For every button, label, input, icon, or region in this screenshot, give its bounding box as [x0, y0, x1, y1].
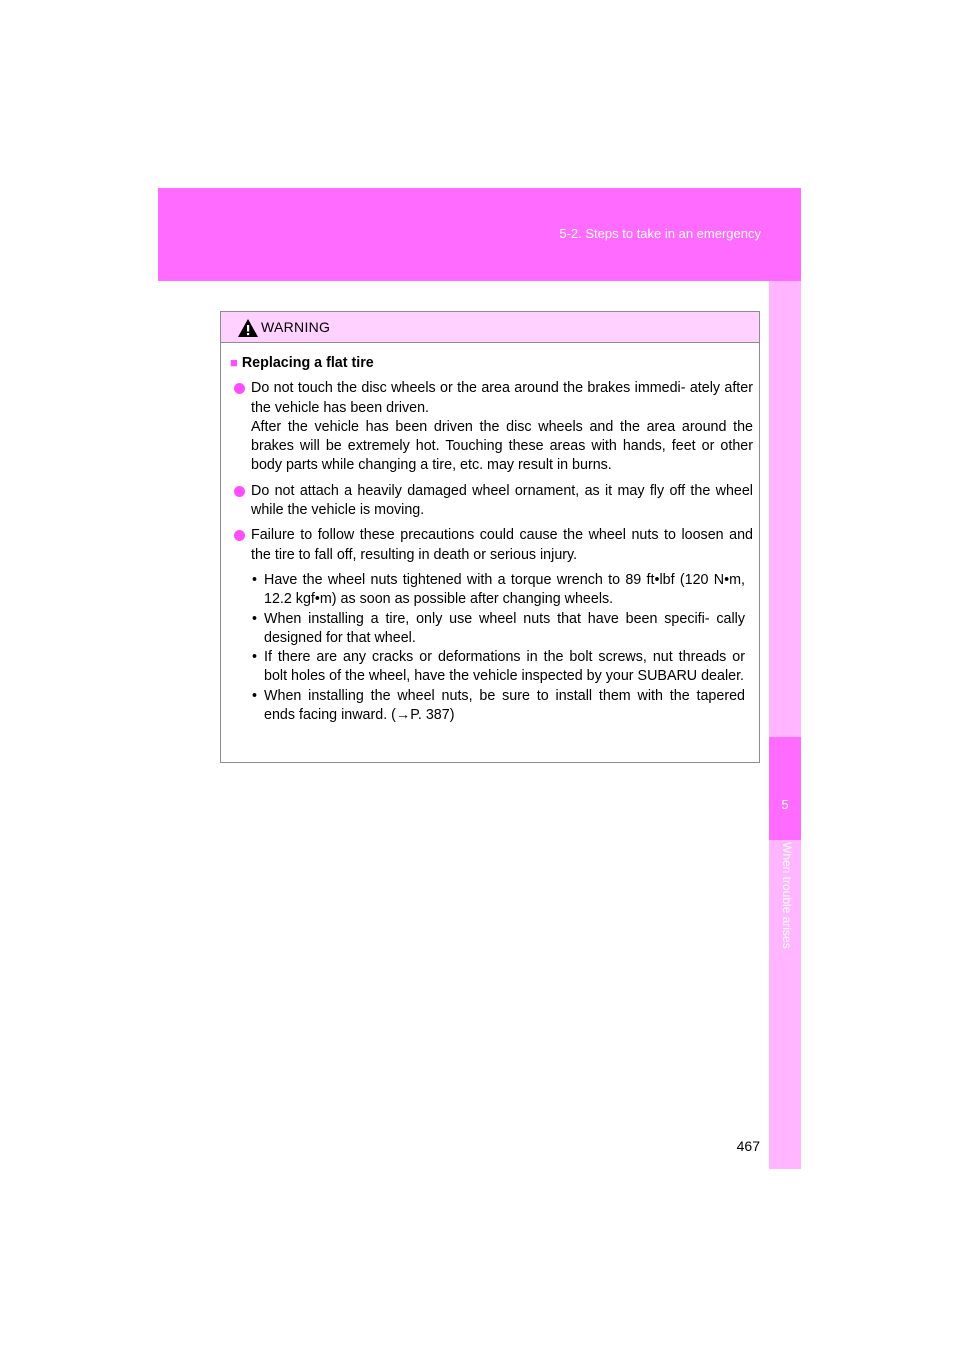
chapter-title: When trouble arises: [780, 842, 794, 949]
circle-bullet-icon: [234, 486, 245, 497]
sub-item: • When installing the wheel nuts, be sure to install them with the tapered ends facing inward. (→P. 387): [252, 687, 745, 724]
sub-item: • If there are any cracks or deformations in the bolt screws, nut threads or bolt holes of the wheel, have the vehicle inspected by your SUBARU dealer.: [252, 649, 745, 685]
warning-bullet: [230, 379, 753, 475]
header-band: [158, 188, 801, 281]
warning-icon: [237, 318, 259, 338]
warning-body: [221, 343, 759, 725]
warning-bullet: [230, 526, 753, 565]
square-bullet-icon: ■: [230, 355, 238, 370]
side-tab: [769, 281, 801, 1169]
warning-header: [221, 312, 759, 343]
circle-bullet-icon: [234, 530, 245, 541]
warning-box: [220, 311, 760, 763]
section-title: ■ Replacing a flat tire: [230, 355, 374, 371]
sub-item: • When installing a tire, only use wheel nuts that have been specifi- cally designed for that wheel.: [252, 610, 745, 646]
sub-item: • Have the wheel nuts tightened with a torque wrench to 89 ft•lbf (120 N•m, 12.2 kgf•m) as soon as possible after changing wheels.: [252, 571, 745, 608]
bullet-text: Do not attach a heavily damaged wheel ornament, as it may fly off the wheel while the vehicle is moving.: [251, 482, 753, 519]
bullet-text: Do not touch the disc wheels or the area around the brakes immedi- ately after the vehicle has been driven.: [251, 380, 753, 416]
bullet-text: Failure to follow these precautions could cause the wheel nuts to loosen and the tire to fall off, resulting in death or serious injury.: [251, 527, 753, 563]
sub-list: [230, 571, 753, 725]
section-header: 5-2. Steps to take in an emergency: [559, 226, 761, 241]
warning-bullet: [230, 482, 753, 521]
bullet-text: After the vehicle has been driven the disc wheels and the area around the brakes will be extremely hot. Touching these areas with hands, feet or other body parts while changing a tire, etc. may result in burns.: [251, 418, 753, 474]
page-number: 467: [736, 1138, 760, 1154]
warning-label: WARNING: [261, 319, 331, 335]
chapter-number: 5: [781, 797, 789, 812]
chapter-tab[interactable]: [769, 737, 801, 840]
circle-bullet-icon: [234, 383, 245, 394]
